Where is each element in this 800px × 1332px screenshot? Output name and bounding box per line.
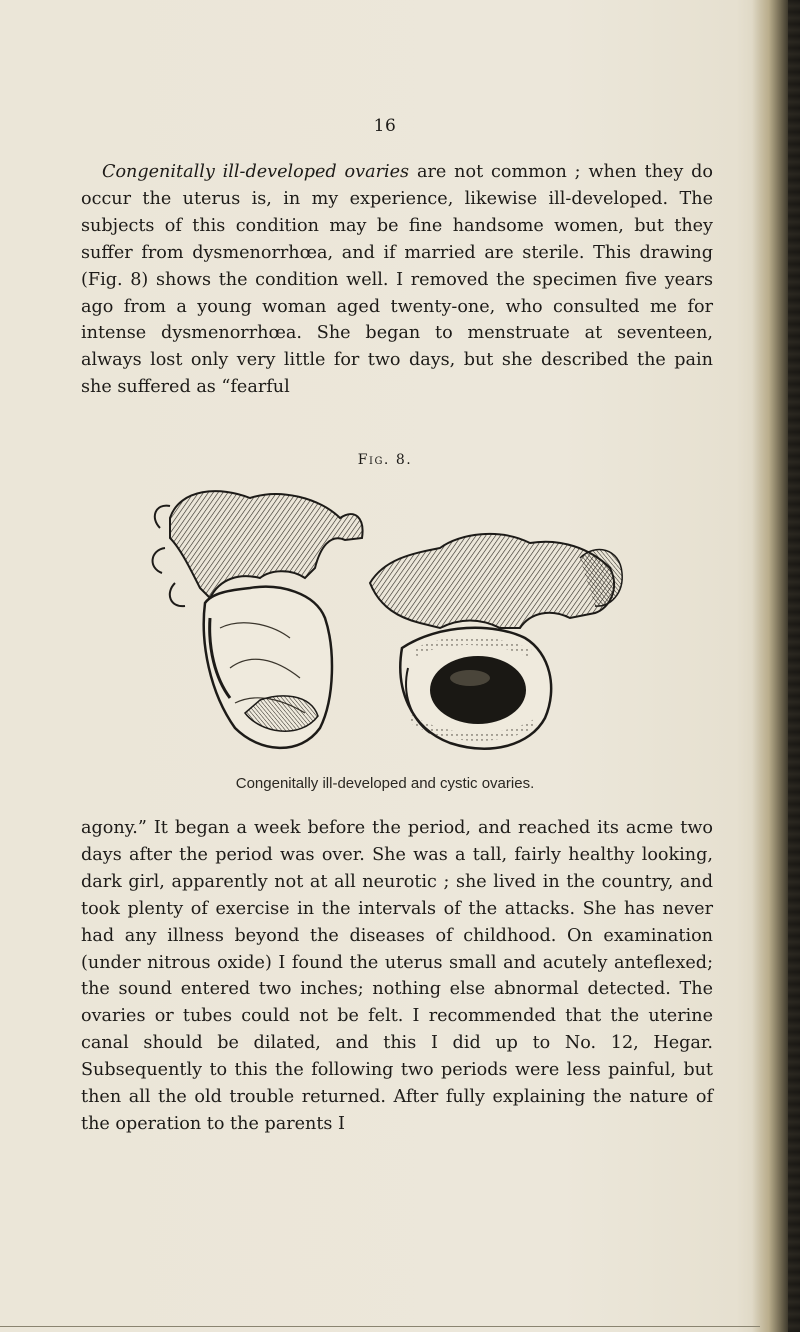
bottom-edge-line <box>0 1326 760 1327</box>
figure-caption: Congenitally ill-developed and cystic ovaries. <box>235 775 535 792</box>
paragraph-1 <box>81 159 713 401</box>
figure-label: Fig. 8. <box>357 452 413 468</box>
left-ovary-drawing <box>153 491 363 748</box>
paragraph-2 <box>81 815 713 1138</box>
paragraph-1-text: are not common ; when they do occur the uterus is, in my experience, likewise ill-developed. The subjects of this condition may be fine handsome women, but they suffer from dysmenorrhœa, and if married are sterile. This drawing (Fig. 8) shows the condition well. I removed the specimen five years ago from a young woman aged twenty-one, who consulted me for intense dysmenorrhœa. She began to menstruate at seventeen, always lost only very little for two days, but she described the pain she suffered as “fearful <box>81 162 713 398</box>
ovaries-engraving <box>140 478 636 768</box>
paragraph-2-text: agony.” It began a week before the period, and reached its acme two days after the period was over. She was a tall, fairly healthy looking, dark girl, apparently not at all neurotic ; she lived in the country, and took plenty of exercise in the intervals of the attacks. She has never had any illness beyond the diseases of childhood. On examination (under nitrous oxide) I found the uterus small and acutely anteflexed; the sound entered two inches; nothing else abnormal detected. The ovaries or tubes could not be felt. I recommended that the uterine canal should be dilated, and this I did up to No. 12, Hegar. Subsequently to this the following two periods were less painful, but then all the old trouble returned. After fully explaining the nature of the operation to the parents I <box>81 818 713 1134</box>
right-ovary-drawing <box>370 534 622 749</box>
page-number: 16 <box>373 116 397 136</box>
book-spine-edge <box>788 0 800 1332</box>
paragraph-1-italic-lead: Congenitally ill-developed ovaries <box>102 162 410 182</box>
figure-illustration <box>140 478 636 768</box>
